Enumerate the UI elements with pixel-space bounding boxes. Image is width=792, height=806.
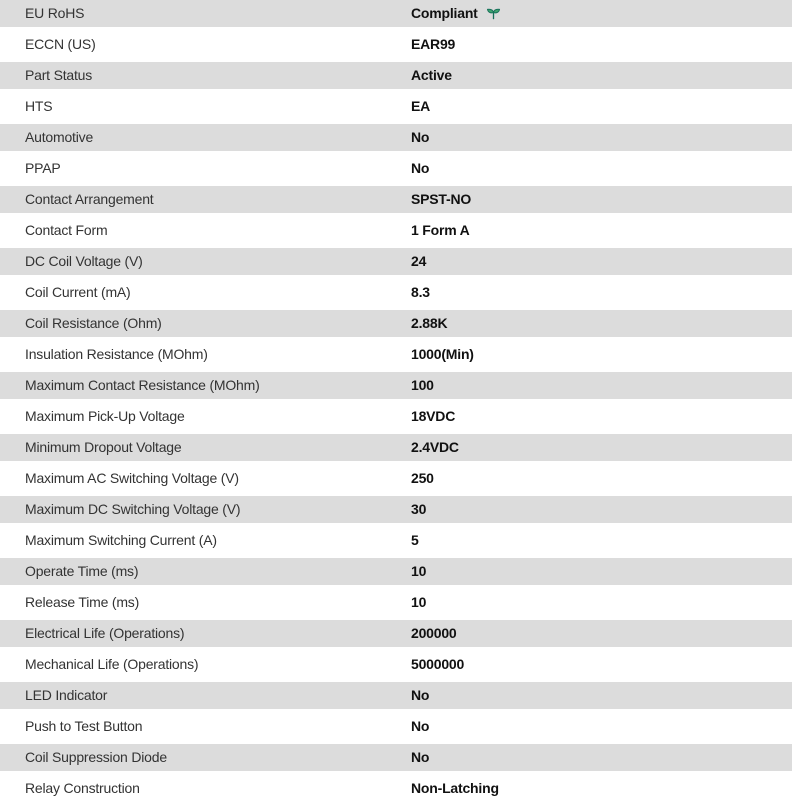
spec-value-text: EAR99 bbox=[411, 36, 456, 52]
spec-label: Maximum Contact Resistance (MOhm) bbox=[25, 377, 260, 393]
spec-label: Maximum Pick-Up Voltage bbox=[25, 408, 185, 424]
spec-label: Coil Current (mA) bbox=[25, 284, 131, 300]
spec-label: Part Status bbox=[25, 67, 93, 83]
spec-value bbox=[411, 465, 434, 492]
spec-value bbox=[411, 403, 455, 430]
spec-row bbox=[0, 0, 792, 31]
spec-row bbox=[0, 589, 792, 620]
spec-label: ECCN (US) bbox=[25, 36, 96, 52]
spec-value-text: No bbox=[411, 718, 430, 734]
spec-label: LED Indicator bbox=[25, 687, 108, 703]
spec-value-text: Active bbox=[411, 67, 452, 83]
spec-value-text: No bbox=[411, 749, 430, 765]
spec-value-text: No bbox=[411, 687, 430, 703]
spec-row bbox=[0, 310, 792, 341]
spec-value-text: 250 bbox=[411, 470, 434, 486]
spec-value-text: 5000000 bbox=[411, 656, 465, 672]
spec-label: Relay Construction bbox=[25, 780, 140, 796]
spec-value bbox=[411, 744, 429, 771]
spec-row bbox=[0, 496, 792, 527]
spec-label: HTS bbox=[25, 98, 53, 114]
spec-value bbox=[411, 558, 426, 585]
spec-value-text: 24 bbox=[411, 253, 427, 269]
spec-label: Insulation Resistance (MOhm) bbox=[25, 346, 208, 362]
spec-value bbox=[411, 124, 429, 151]
spec-label: Maximum AC Switching Voltage (V) bbox=[25, 470, 239, 486]
spec-label: Coil Suppression Diode bbox=[25, 749, 167, 765]
spec-value bbox=[411, 155, 429, 182]
spec-row bbox=[0, 558, 792, 589]
spec-value-text: 1 Form A bbox=[411, 222, 470, 238]
spec-row bbox=[0, 31, 792, 62]
spec-value bbox=[411, 713, 429, 740]
spec-label: Electrical Life (Operations) bbox=[25, 625, 185, 641]
spec-row bbox=[0, 620, 792, 651]
spec-label: EU RoHS bbox=[25, 5, 85, 21]
spec-row bbox=[0, 186, 792, 217]
spec-value bbox=[411, 279, 430, 306]
spec-label: Contact Arrangement bbox=[25, 191, 154, 207]
spec-row bbox=[0, 155, 792, 186]
spec-label: Operate Time (ms) bbox=[25, 563, 139, 579]
spec-value bbox=[411, 341, 474, 368]
spec-value-text: 2.88K bbox=[411, 315, 448, 331]
spec-value-text: 10 bbox=[411, 594, 427, 610]
spec-row bbox=[0, 217, 792, 248]
spec-value bbox=[411, 217, 470, 244]
spec-value bbox=[411, 310, 447, 337]
spec-value-text: 8.3 bbox=[411, 284, 430, 300]
spec-value-text: 2.4VDC bbox=[411, 439, 459, 455]
spec-row bbox=[0, 372, 792, 403]
spec-value bbox=[411, 248, 426, 275]
spec-value bbox=[411, 372, 434, 399]
spec-label: Mechanical Life (Operations) bbox=[25, 656, 199, 672]
leaf-icon bbox=[486, 7, 501, 20]
spec-label: Maximum Switching Current (A) bbox=[25, 532, 217, 548]
spec-value-text: 30 bbox=[411, 501, 427, 517]
spec-label: Maximum DC Switching Voltage (V) bbox=[25, 501, 241, 517]
spec-value bbox=[411, 496, 426, 523]
spec-row bbox=[0, 527, 792, 558]
spec-value bbox=[411, 31, 455, 58]
spec-label: PPAP bbox=[25, 160, 61, 176]
spec-value-text: SPST-NO bbox=[411, 191, 472, 207]
spec-label: Automotive bbox=[25, 129, 94, 145]
spec-label: Contact Form bbox=[25, 222, 108, 238]
spec-value-text: 100 bbox=[411, 377, 434, 393]
spec-value bbox=[411, 527, 419, 554]
spec-row bbox=[0, 93, 792, 124]
spec-row bbox=[0, 713, 792, 744]
spec-value-text: 5 bbox=[411, 532, 419, 548]
spec-value-text: Non-Latching bbox=[411, 780, 499, 796]
spec-row bbox=[0, 434, 792, 465]
spec-label: Coil Resistance (Ohm) bbox=[25, 315, 162, 331]
spec-value bbox=[411, 93, 430, 120]
spec-row bbox=[0, 465, 792, 496]
spec-value bbox=[411, 62, 452, 89]
spec-value-text: Compliant bbox=[411, 5, 478, 21]
spec-value bbox=[411, 434, 459, 461]
spec-value-text: EA bbox=[411, 98, 431, 114]
spec-label: Push to Test Button bbox=[25, 718, 143, 734]
spec-label: Release Time (ms) bbox=[25, 594, 140, 610]
spec-value-text: 1000(Min) bbox=[411, 346, 474, 362]
spec-value-text: No bbox=[411, 129, 430, 145]
spec-label: Minimum Dropout Voltage bbox=[25, 439, 182, 455]
spec-row bbox=[0, 651, 792, 682]
spec-row bbox=[0, 341, 792, 372]
spec-value bbox=[411, 0, 501, 27]
spec-row bbox=[0, 124, 792, 155]
spec-value bbox=[411, 651, 464, 678]
spec-value-text: No bbox=[411, 160, 430, 176]
spec-value bbox=[411, 186, 471, 213]
spec-row bbox=[0, 744, 792, 775]
spec-row bbox=[0, 248, 792, 279]
spec-value-text: 200000 bbox=[411, 625, 457, 641]
spec-row bbox=[0, 62, 792, 93]
spec-row bbox=[0, 682, 792, 713]
spec-value-text: 18VDC bbox=[411, 408, 456, 424]
spec-row bbox=[0, 775, 792, 806]
spec-label: DC Coil Voltage (V) bbox=[25, 253, 143, 269]
spec-row bbox=[0, 279, 792, 310]
spec-value bbox=[411, 620, 457, 647]
spec-row bbox=[0, 403, 792, 434]
spec-value bbox=[411, 589, 426, 616]
spec-value-text: 10 bbox=[411, 563, 427, 579]
spec-value bbox=[411, 775, 499, 802]
spec-value bbox=[411, 682, 429, 709]
